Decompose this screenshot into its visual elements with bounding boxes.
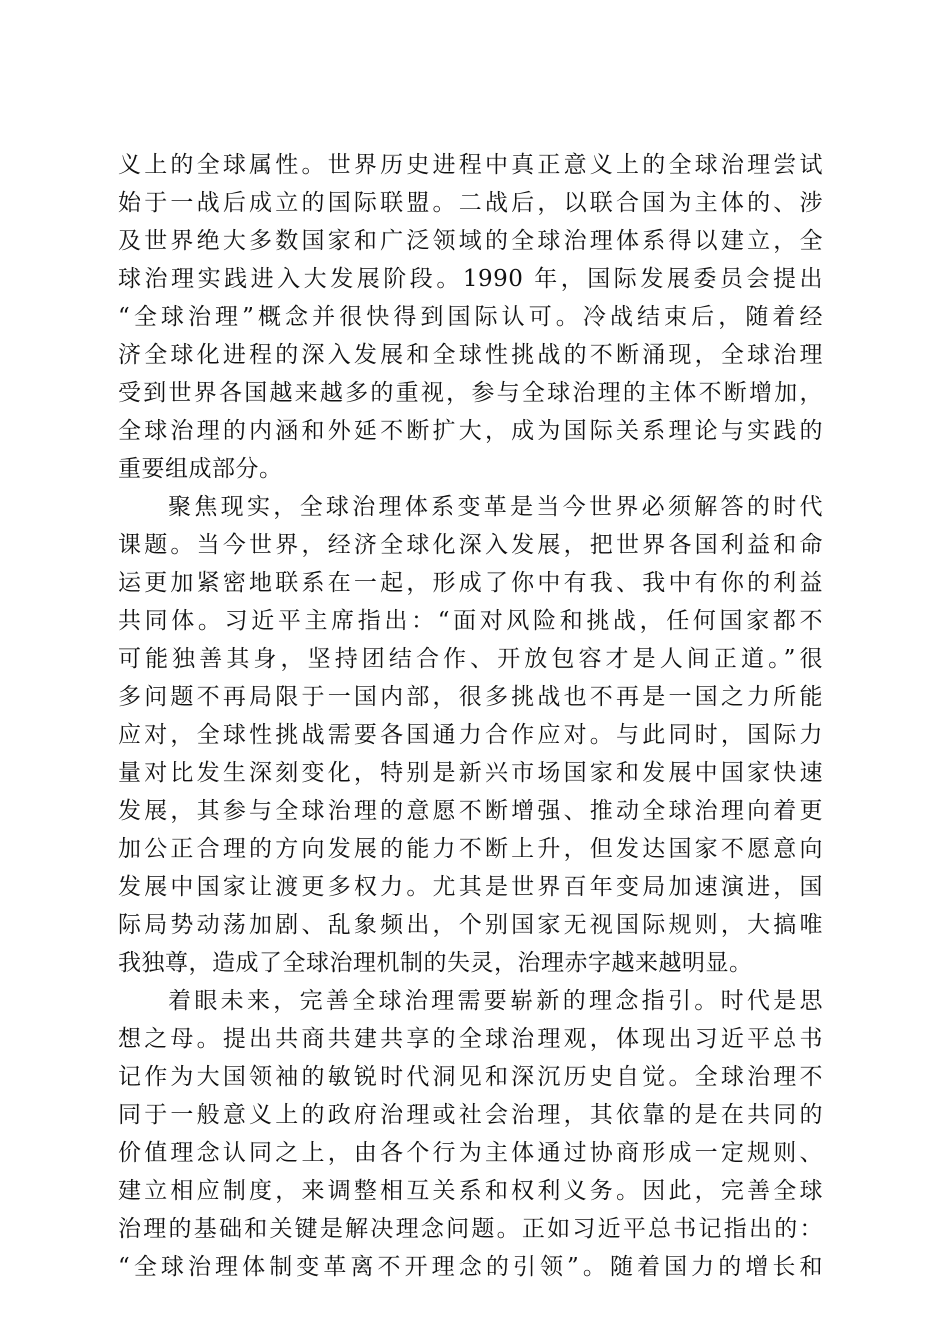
text-line: 想之母。提出共商共建共享的全球治理观，体现出习近平总书 — [118, 1026, 823, 1052]
text-line: 价值理念认同之上，由各个行为主体通过协商形成一定规则、 — [118, 1140, 823, 1166]
text-line: 共同体。习近平主席指出：“面对风险和挑战，任何国家都不 — [118, 608, 823, 634]
text-line: 我独尊，造成了全球治理机制的失灵，治理赤字越来越明显。 — [118, 950, 753, 976]
text-line: 同于一般意义上的政府治理或社会治理，其依靠的是在共同的 — [118, 1102, 823, 1128]
text-line: 济全球化进程的深入发展和全球性挑战的不断涌现，全球治理 — [118, 342, 823, 368]
text-line: 课题。当今世界，经济全球化深入发展，把世界各国利益和命 — [118, 532, 823, 558]
text-line: 聚焦现实，全球治理体系变革是当今世界必须解答的时代 — [168, 494, 823, 520]
text-line: 运更加紧密地联系在一起，形成了你中有我、我中有你的利益 — [118, 570, 823, 596]
text-line: 加公正合理的方向发展的能力不断上升，但发达国家不愿意向 — [118, 836, 823, 862]
text-line: 受到世界各国越来越多的重视，参与全球治理的主体不断增加， — [118, 380, 823, 406]
text-line: 量对比发生深刻变化，特别是新兴市场国家和发展中国家快速 — [118, 760, 823, 786]
paragraph-1 — [118, 146, 823, 488]
text-line: 可能独善其身，坚持团结合作、开放包容才是人间正道。”很 — [118, 646, 823, 672]
text-line: 全球治理的内涵和外延不断扩大，成为国际关系理论与实践的 — [118, 418, 823, 444]
text-line: 重要组成部分。 — [118, 456, 283, 482]
document-page — [118, 146, 823, 1286]
text-line: 际局势动荡加剧、乱象频出，个别国家无视国际规则，大搞唯 — [118, 912, 823, 938]
text-line: 义上的全球属性。世界历史进程中真正意义上的全球治理尝试 — [118, 152, 823, 178]
text-line: 发展，其参与全球治理的意愿不断增强、推动全球治理向着更 — [118, 798, 823, 824]
text-line: “全球治理”概念并很快得到国际认可。冷战结束后，随着经 — [118, 304, 823, 330]
text-line: 球治理实践进入大发展阶段。1990 年，国际发展委员会提出 — [118, 266, 823, 292]
text-line: “全球治理体制变革离不开理念的引领”。随着国力的增长和 — [118, 1254, 823, 1280]
paragraph-2 — [118, 488, 823, 982]
text-line: 建立相应制度，来调整相互关系和权利义务。因此，完善全球 — [118, 1178, 823, 1204]
text-line: 治理的基础和关键是解决理念问题。正如习近平总书记指出的： — [118, 1216, 823, 1242]
paragraph-3 — [118, 982, 823, 1286]
text-line: 发展中国家让渡更多权力。尤其是世界百年变局加速演进，国 — [118, 874, 823, 900]
text-line: 始于一战后成立的国际联盟。二战后，以联合国为主体的、涉 — [118, 190, 823, 216]
text-line: 记作为大国领袖的敏锐时代洞见和深沉历史自觉。全球治理不 — [118, 1064, 823, 1090]
text-line: 多问题不再局限于一国内部，很多挑战也不再是一国之力所能 — [118, 684, 823, 710]
text-line: 应对，全球性挑战需要各国通力合作应对。与此同时，国际力 — [118, 722, 823, 748]
text-line: 着眼未来，完善全球治理需要崭新的理念指引。时代是思 — [168, 988, 823, 1014]
text-line: 及世界绝大多数国家和广泛领域的全球治理体系得以建立，全 — [118, 228, 823, 254]
